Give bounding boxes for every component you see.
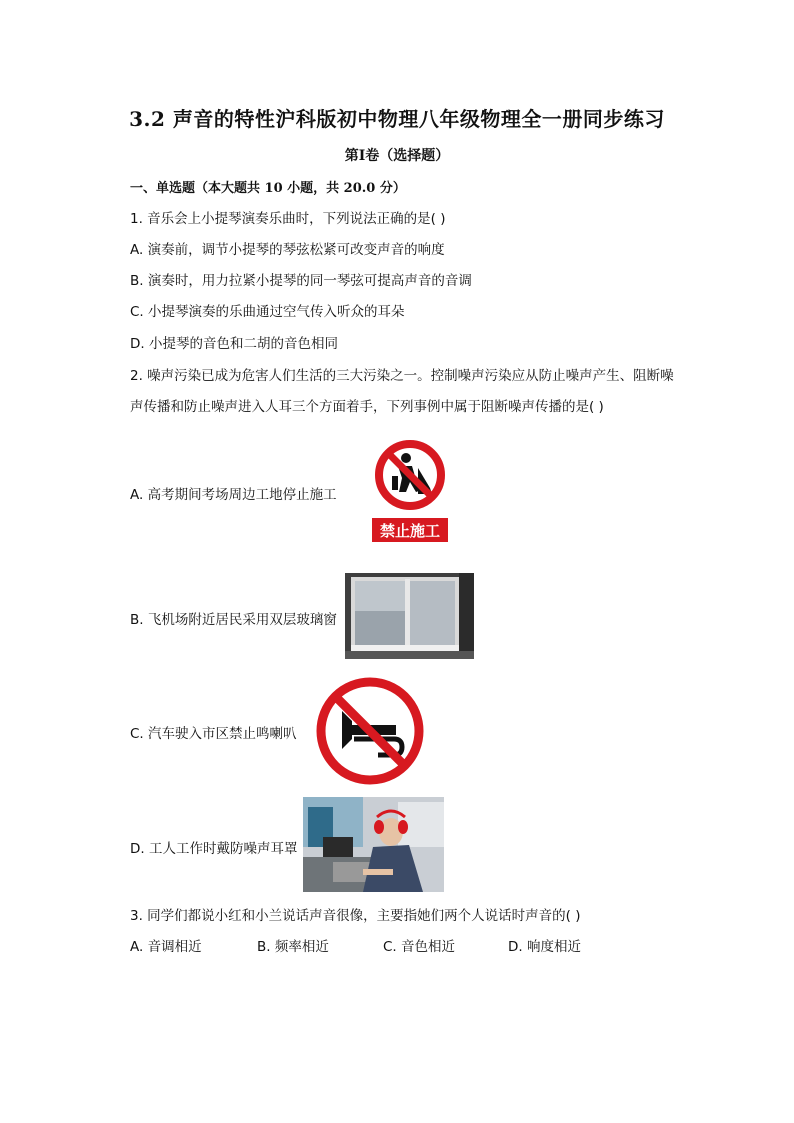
section-heading: 一、单选题（本大题共 10 小题，共 20.0 分） (130, 181, 406, 196)
document-title: 3.2 声音的特性沪科版初中物理八年级物理全一册同步练习 (129, 107, 665, 131)
worker-earmuffs-image (303, 797, 444, 892)
question-2-option-b: B. 飞机场附近居民采用双层玻璃窗 (130, 612, 337, 628)
question-1-option-c: C. 小提琴演奏的乐曲通过空气传入听众的耳朵 (130, 304, 405, 320)
question-3-option-b: B. 频率相近 (257, 939, 329, 955)
question-2-option-d: D. 工人工作时戴防噪声耳罩 (130, 841, 298, 857)
question-3-stem: 3. 同学们都说小红和小兰说话声音很像，主要指她们两个人说话时声音的( ) (130, 908, 581, 924)
no-construction-sign-text: 禁止施工 (379, 522, 441, 540)
question-1-option-d: D. 小提琴的音色和二胡的音色相同 (130, 336, 338, 352)
question-2-stem-line-1: 2. 噪声污染已成为危害人们生活的三大污染之一。控制噪声污染应从防止噪声产生、阻断噪 (130, 368, 674, 384)
question-3-option-c: C. 音色相近 (383, 939, 456, 955)
question-3-option-d: D. 响度相近 (508, 939, 581, 955)
volume-subtitle: 第I卷（选择题） (344, 148, 450, 164)
question-3-option-a: A. 音调相近 (130, 939, 202, 955)
no-honking-sign-image (316, 677, 424, 785)
question-1-stem: 1. 音乐会上小提琴演奏乐曲时，下列说法正确的是( ) (130, 211, 446, 227)
question-1-option-a: A. 演奏前，调节小提琴的琴弦松紧可改变声音的响度 (130, 242, 445, 258)
question-2-option-c: C. 汽车驶入市区禁止鸣喇叭 (130, 726, 297, 742)
question-1-option-b: B. 演奏时，用力拉紧小提琴的同一琴弦可提高声音的音调 (130, 273, 472, 289)
question-2-option-a: A. 高考期间考场周边工地停止施工 (130, 487, 337, 503)
no-construction-sign-image (362, 428, 459, 550)
double-glazed-window-image (345, 573, 474, 659)
question-2-stem-line-2: 声传播和防止噪声进入人耳三个方面着手，下列事例中属于阻断噪声传播的是( ) (130, 399, 604, 415)
